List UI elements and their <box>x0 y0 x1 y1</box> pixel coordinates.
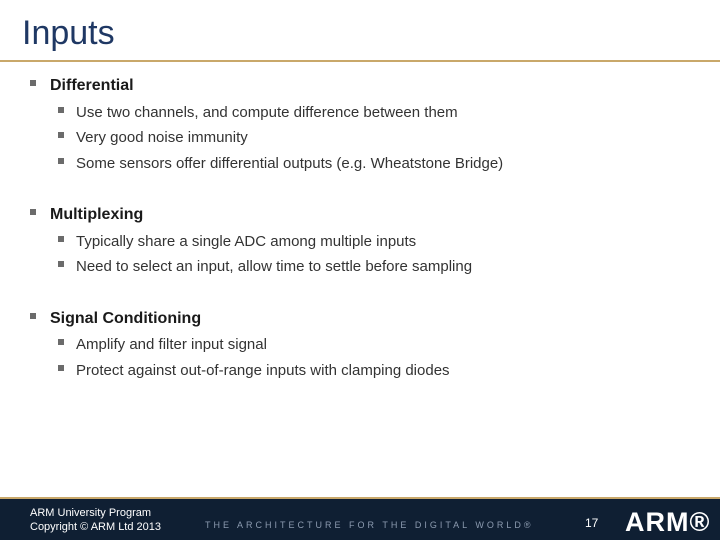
bullet-level2 <box>58 336 267 353</box>
bullet-text: Need to select an input, allow time to settle before sampling <box>76 258 473 275</box>
bullet-text: Typically share a single ADC among multiple inputs <box>76 233 417 250</box>
bullet-level2 <box>58 104 458 121</box>
bullet-level1 <box>30 77 134 95</box>
title-underline <box>0 60 720 62</box>
bullet-text: Use two channels, and compute difference between them <box>76 104 458 121</box>
footer-tagline: THE ARCHITECTURE FOR THE DIGITAL WORLD® <box>205 520 534 530</box>
square-bullet-icon <box>58 365 64 371</box>
bullet-text: Very good noise immunity <box>76 129 248 146</box>
bullet-level1 <box>30 310 201 328</box>
square-bullet-icon <box>58 236 64 242</box>
slide-title: Inputs <box>22 14 115 52</box>
bullet-level2 <box>58 155 503 172</box>
square-bullet-icon <box>58 107 64 113</box>
square-bullet-icon <box>58 132 64 138</box>
section-heading: Differential <box>50 77 134 94</box>
footer-copyright: Copyright © ARM Ltd 2013 <box>30 521 162 533</box>
bullet-text: Protect against out-of-range inputs with clamping diodes <box>76 362 450 379</box>
bullet-level2 <box>58 362 450 379</box>
page-number: 17 <box>585 516 599 530</box>
bullet-text: Amplify and filter input signal <box>76 336 267 353</box>
arm-logo: ARM® <box>625 507 711 537</box>
square-bullet-icon <box>58 339 64 345</box>
section-heading: Signal Conditioning <box>50 310 202 327</box>
footer-credits <box>30 506 161 534</box>
square-bullet-icon <box>30 209 36 215</box>
square-bullet-icon <box>58 158 64 164</box>
section-heading: Multiplexing <box>50 206 144 223</box>
bullet-level1 <box>30 206 143 224</box>
bullet-level2 <box>58 258 472 275</box>
bullet-level2 <box>58 233 416 250</box>
footer-accent-line <box>0 497 720 499</box>
square-bullet-icon <box>30 313 36 319</box>
square-bullet-icon <box>58 261 64 267</box>
bullet-text: Some sensors offer differential outputs (e.g. Wheatstone Bridge) <box>76 155 504 172</box>
footer-program: ARM University Program <box>30 507 152 519</box>
bullet-level2 <box>58 129 248 146</box>
square-bullet-icon <box>30 80 36 86</box>
